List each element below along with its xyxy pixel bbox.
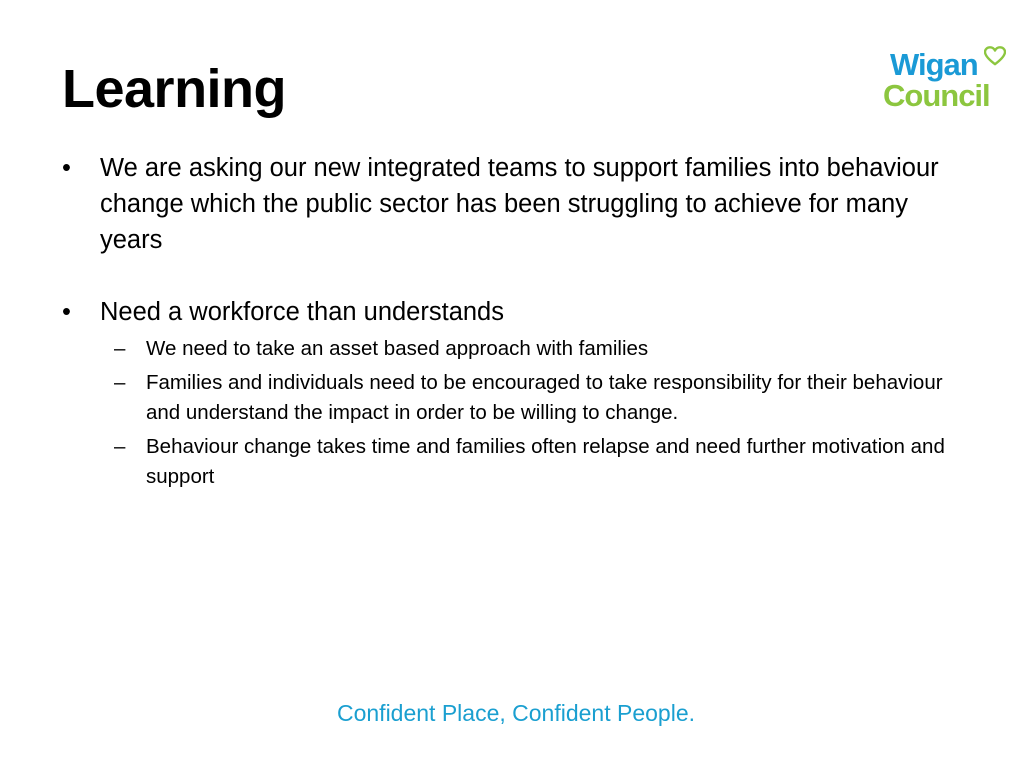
bullet-marker: • (62, 298, 71, 326)
heart-icon (984, 46, 1006, 66)
sub-bullet-item (62, 334, 962, 364)
sub-bullet-marker: – (114, 435, 126, 458)
sub-bullet-text: Families and individuals need to be encouraged to take responsibility for their behaviour and understand the impact in order to be willing to change. (146, 371, 943, 424)
bullet-item (62, 294, 962, 330)
footer-tagline: Confident Place, Confident People. (336, 700, 696, 726)
slide-title: Learning (62, 59, 287, 119)
bullet-text: Need a workforce than understands (100, 298, 504, 326)
wigan-council-logo (880, 44, 1010, 114)
sub-bullet-marker: – (114, 371, 126, 394)
sub-bullet-text: We need to take an asset based approach with families (146, 337, 649, 360)
sub-bullet-item (62, 432, 962, 492)
bullet-item (62, 150, 962, 258)
sub-bullet-marker: – (114, 337, 126, 360)
bullet-text: We are asking our new integrated teams to support families into behaviour change which the public sector has been struggling to achieve for many years (100, 154, 939, 254)
logo-text-line2: Council (883, 78, 990, 113)
sub-bullet-text: Behaviour change takes time and families often relapse and need further motivation and support (146, 435, 945, 488)
slide-content (62, 150, 962, 496)
bullet-marker: • (62, 154, 71, 182)
logo-text-line1: Wigan (890, 47, 978, 82)
sub-bullet-item (62, 368, 962, 428)
